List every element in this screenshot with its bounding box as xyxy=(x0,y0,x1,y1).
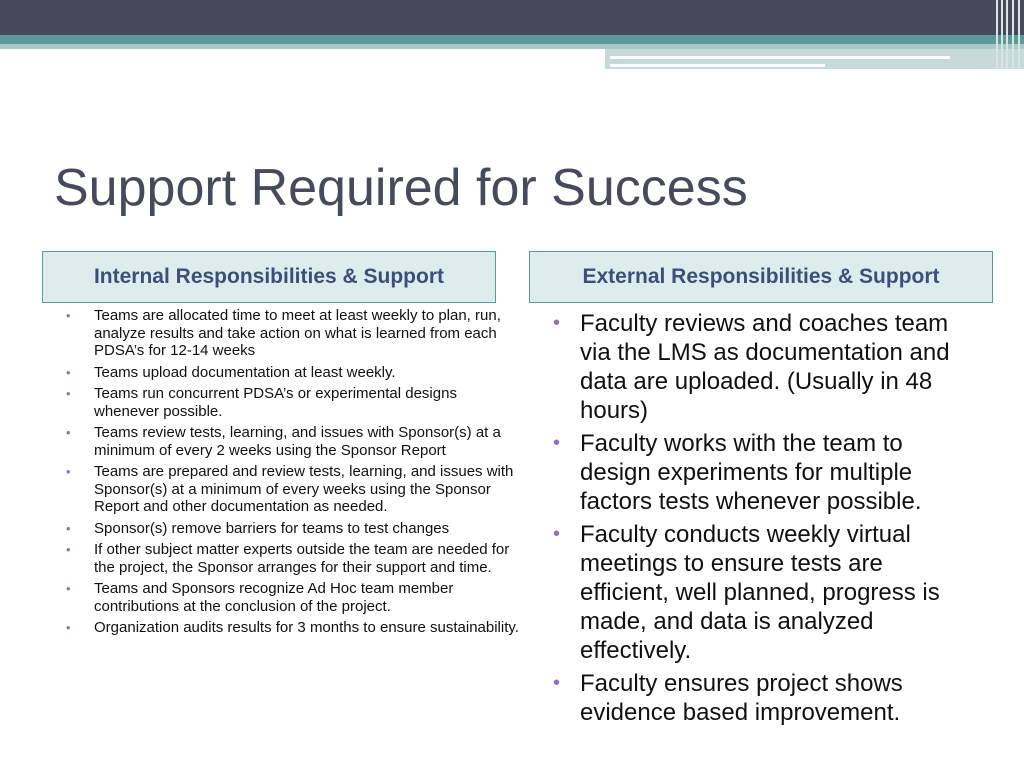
bullet-dot-icon: • xyxy=(66,425,71,440)
header-accent-line xyxy=(610,56,950,59)
list-item xyxy=(66,619,526,637)
list-item xyxy=(66,424,526,459)
bullet-dot-icon: • xyxy=(553,672,561,694)
bullet-dot-icon: • xyxy=(66,542,71,557)
list-item xyxy=(66,307,526,360)
list-item xyxy=(553,520,973,665)
list-item-text: Faculty works with the team to design experiments for multiple factors tests whenever possible. xyxy=(580,430,922,515)
list-item-text: Teams run concurrent PDSA’s or experimental designs whenever possible. xyxy=(94,385,457,420)
external-list xyxy=(553,309,973,731)
external-header: External Responsibilities & Support xyxy=(529,251,993,303)
list-item-text: Teams and Sponsors recognize Ad Hoc team member contributions at the conclusion of the project. xyxy=(94,580,454,615)
header-accent-line-short xyxy=(610,64,825,67)
bullet-dot-icon: • xyxy=(66,386,71,401)
header-stripes xyxy=(994,0,1024,69)
header-band-teal xyxy=(0,35,1024,44)
list-item-text: Teams upload documentation at least weekly. xyxy=(94,363,396,381)
list-item-text: Faculty conducts weekly virtual meetings to ensure tests are efficient, well planned, progress is made, and data is analyzed effectively. xyxy=(580,521,940,664)
bullet-dot-icon: • xyxy=(66,520,71,536)
list-item xyxy=(66,463,526,516)
list-item-text: If other subject matter experts outside the team are needed for the project, the Sponsor arranges for their support and time. xyxy=(94,541,510,576)
list-item-text: Organization audits results for 3 months to ensure sustainability. xyxy=(94,619,519,636)
slide-title: Support Required for Success xyxy=(54,159,748,217)
list-item-text: Sponsor(s) remove barriers for teams to test changes xyxy=(94,519,450,537)
bullet-dot-icon: • xyxy=(66,581,71,596)
list-item xyxy=(66,541,526,576)
internal-list xyxy=(66,307,526,641)
bullet-dot-icon: • xyxy=(553,523,561,545)
bullet-dot-icon: • xyxy=(553,312,561,334)
list-item xyxy=(553,309,973,425)
list-item-text: Teams are prepared and review tests, learning, and issues with Sponsor(s) at a minimum of every weeks using the Sponsor Report and other documentation as needed. xyxy=(94,463,514,515)
list-item-text: Faculty ensures project shows evidence based improvement. xyxy=(580,670,903,726)
list-item xyxy=(553,429,973,516)
list-item xyxy=(66,580,526,615)
list-item-text: Faculty reviews and coaches team via the LMS as documentation and data are uploaded. (Usually in 48 hours) xyxy=(580,310,950,424)
bullet-dot-icon: • xyxy=(66,464,71,479)
header-band-dark xyxy=(0,0,1024,35)
internal-header: Internal Responsibilities & Support xyxy=(42,251,496,303)
bullet-dot-icon: • xyxy=(66,620,71,635)
list-item-text: Teams are allocated time to meet at least weekly to plan, run, analyze results and take action on what is learned from each PDSA’s for 12-14 weeks xyxy=(94,307,501,359)
list-item xyxy=(553,669,973,727)
list-item xyxy=(66,364,526,382)
bullet-dot-icon: • xyxy=(66,364,71,380)
bullet-dot-icon: • xyxy=(553,432,561,454)
list-item-text: Teams review tests, learning, and issues with Sponsor(s) at a minimum of every 2 weeks using the Sponsor Report xyxy=(94,424,501,459)
list-item xyxy=(66,520,526,538)
bullet-dot-icon: • xyxy=(66,308,71,323)
list-item xyxy=(66,385,526,420)
